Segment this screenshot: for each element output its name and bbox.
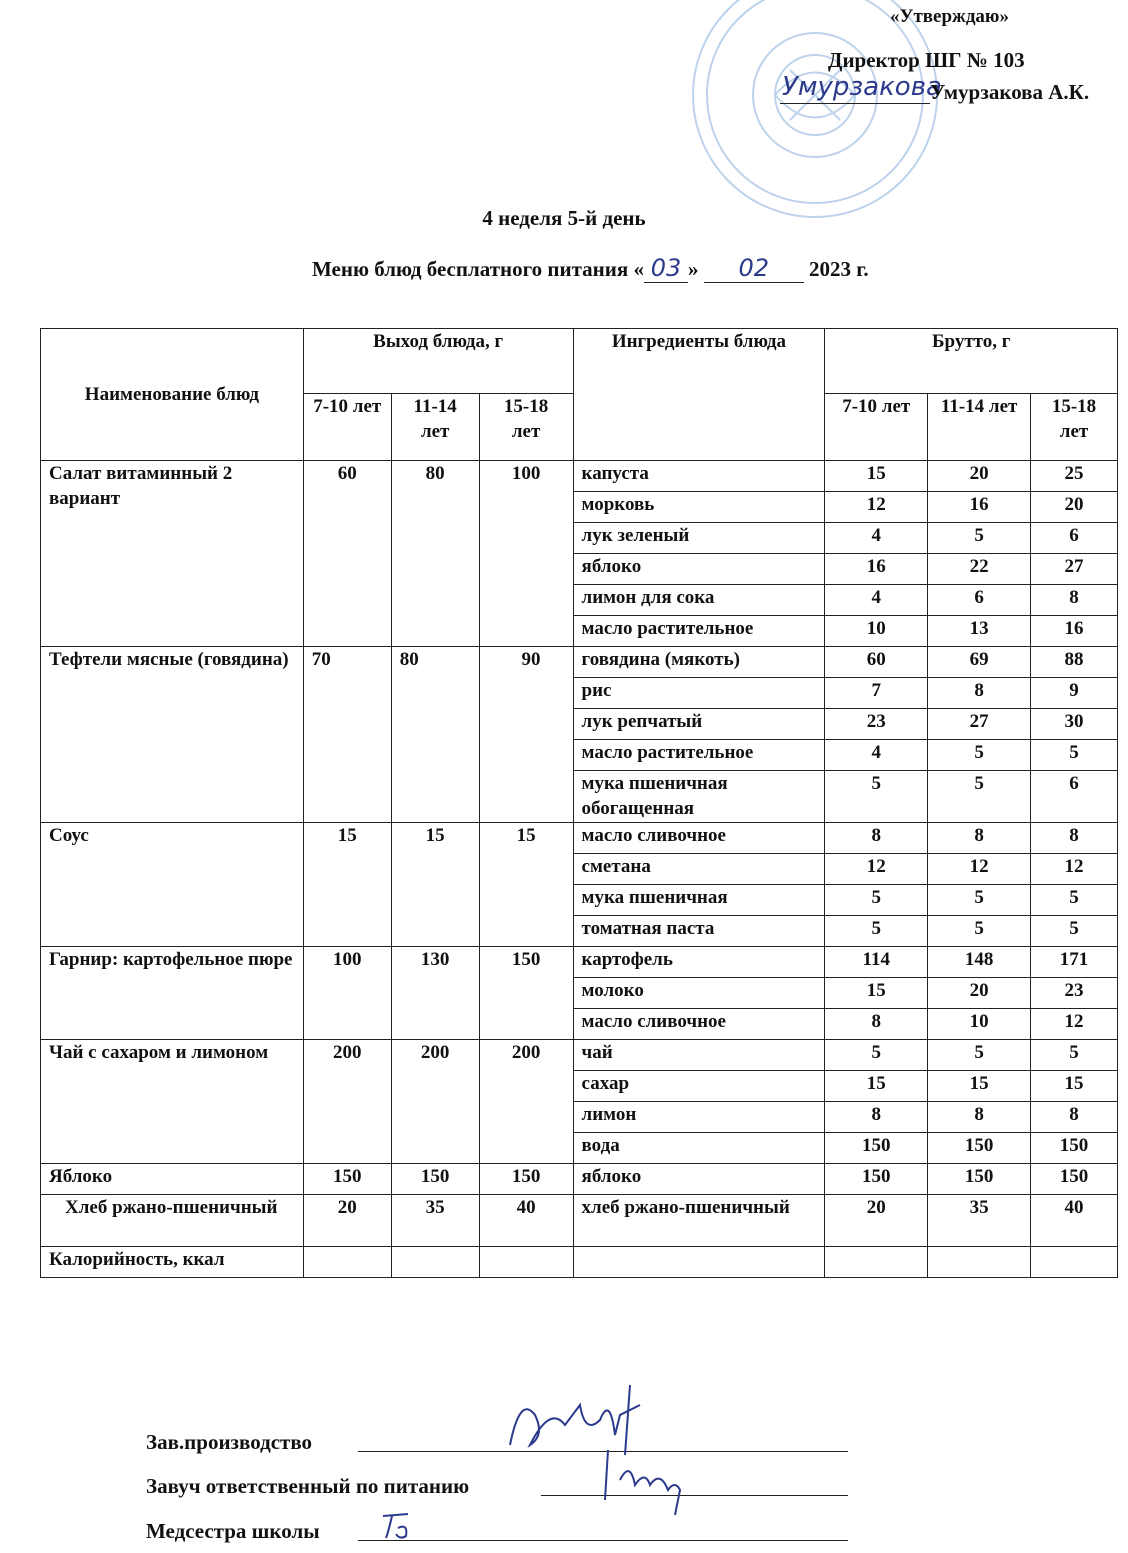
ingredient-name: масло сливочное bbox=[573, 1009, 825, 1040]
ingredient-gross-value: 69 bbox=[928, 647, 1031, 678]
ingredient-gross-value: 23 bbox=[825, 709, 928, 740]
ingredient-name: сметана bbox=[573, 854, 825, 885]
ingredient-gross-value: 150 bbox=[825, 1164, 928, 1195]
output-header: Выход блюда, г bbox=[303, 329, 573, 394]
ingredient-gross-value: 16 bbox=[825, 554, 928, 585]
table-row bbox=[41, 1040, 1118, 1071]
calories-row bbox=[41, 1247, 1118, 1278]
ingredient-gross-value: 5 bbox=[1031, 916, 1118, 947]
ingredient-gross-value: 40 bbox=[1031, 1195, 1118, 1247]
dish-output-value: 200 bbox=[391, 1040, 479, 1164]
ingredient-gross-value: 15 bbox=[825, 461, 928, 492]
dish-output-value: 80 bbox=[391, 461, 479, 647]
gross-age-7-10: 7-10 лет bbox=[825, 394, 928, 461]
dish-output-value: 100 bbox=[479, 461, 573, 647]
ingredient-gross-value: 13 bbox=[928, 616, 1031, 647]
ingredient-gross-value: 8 bbox=[1031, 823, 1118, 854]
ingredient-gross-value: 4 bbox=[825, 523, 928, 554]
school-stamp bbox=[680, 0, 950, 220]
dish-output-value: 150 bbox=[479, 947, 573, 1040]
week-day-heading: 4 неделя 5-й день bbox=[482, 206, 646, 230]
nurse-signature-line bbox=[358, 1540, 848, 1541]
ingredient-gross-value: 4 bbox=[825, 740, 928, 771]
ingredient-gross-value: 15 bbox=[825, 1071, 928, 1102]
dish-name-header: Наименование блюд bbox=[41, 329, 304, 461]
ingredient-name: мука пшеничная обогащенная bbox=[573, 771, 825, 823]
ingredient-gross-value: 5 bbox=[1031, 885, 1118, 916]
nurse-signature bbox=[378, 1508, 418, 1542]
dish-output-value: 150 bbox=[479, 1164, 573, 1195]
ingredient-gross-value: 15 bbox=[928, 1071, 1031, 1102]
ingredient-gross-value: 25 bbox=[1031, 461, 1118, 492]
ingredient-name: мука пшеничная bbox=[573, 885, 825, 916]
ingredient-gross-value: 6 bbox=[1031, 771, 1118, 823]
output-age-11-14: 11-14 лет bbox=[391, 394, 479, 461]
ingredient-gross-value: 8 bbox=[928, 1102, 1031, 1133]
ingredient-gross-value: 5 bbox=[928, 885, 1031, 916]
ingredient-gross-value: 148 bbox=[928, 947, 1031, 978]
table-row bbox=[41, 947, 1118, 978]
ingredient-name: лук репчатый bbox=[573, 709, 825, 740]
ingredient-gross-value: 15 bbox=[825, 978, 928, 1009]
gross-header: Брутто, г bbox=[825, 329, 1118, 394]
dish-output-value: 60 bbox=[303, 461, 391, 647]
ingredient-gross-value: 4 bbox=[825, 585, 928, 616]
ingredient-gross-value: 20 bbox=[928, 461, 1031, 492]
ingredient-name: молоко bbox=[573, 978, 825, 1009]
ingredient-gross-value: 12 bbox=[1031, 1009, 1118, 1040]
ingredient-gross-value: 114 bbox=[825, 947, 928, 978]
output-age-15-18: 15-18 лет bbox=[479, 394, 573, 461]
gross-age-15-18: 15-18 лет bbox=[1031, 394, 1118, 461]
ingredient-gross-value: 16 bbox=[928, 492, 1031, 523]
director-signature-line bbox=[780, 103, 930, 104]
ingredient-gross-value: 12 bbox=[1031, 854, 1118, 885]
dish-output-value: 150 bbox=[303, 1164, 391, 1195]
ingredient-name: капуста bbox=[573, 461, 825, 492]
dish-output-value: 35 bbox=[391, 1195, 479, 1247]
dish-output-value: 70 bbox=[303, 647, 391, 823]
ingredient-gross-value: 12 bbox=[825, 854, 928, 885]
date-month-field: 02 bbox=[704, 254, 804, 283]
ingredient-gross-value: 5 bbox=[1031, 1040, 1118, 1071]
ingredient-name: томатная паста bbox=[573, 916, 825, 947]
ingredient-name: картофель bbox=[573, 947, 825, 978]
ingredient-name: рис bbox=[573, 678, 825, 709]
table-row bbox=[41, 823, 1118, 854]
dish-output-value: 130 bbox=[391, 947, 479, 1040]
ingredient-gross-value: 150 bbox=[928, 1164, 1031, 1195]
ingredient-gross-value: 8 bbox=[1031, 585, 1118, 616]
menu-title-year: 2023 г. bbox=[808, 257, 869, 281]
nurse-label: Медсестра школы bbox=[146, 1519, 320, 1543]
dish-output-value: 15 bbox=[479, 823, 573, 947]
dish-output-value: 15 bbox=[303, 823, 391, 947]
director-name: Умурзакова А.К. bbox=[930, 80, 1090, 104]
menu-title bbox=[312, 254, 869, 283]
dish-output-value: 90 bbox=[479, 647, 573, 823]
ingredient-gross-value: 8 bbox=[825, 823, 928, 854]
ingredient-name: лук зеленый bbox=[573, 523, 825, 554]
production-label: Зав.производство bbox=[146, 1430, 313, 1454]
dish-name: Хлеб ржано-пшеничный bbox=[41, 1195, 304, 1247]
ingredient-name: масло растительное bbox=[573, 740, 825, 771]
table-row bbox=[41, 647, 1118, 678]
ingredient-gross-value: 9 bbox=[1031, 678, 1118, 709]
dish-output-value: 80 bbox=[391, 647, 479, 823]
table-row bbox=[41, 461, 1118, 492]
ingredient-gross-value: 12 bbox=[825, 492, 928, 523]
calories-empty-cell bbox=[391, 1247, 479, 1278]
ingredient-gross-value: 27 bbox=[928, 709, 1031, 740]
ingredient-gross-value: 5 bbox=[825, 771, 928, 823]
ingredient-gross-value: 7 bbox=[825, 678, 928, 709]
ingredient-gross-value: 12 bbox=[928, 854, 1031, 885]
dish-name: Яблоко bbox=[41, 1164, 304, 1195]
output-age-7-10: 7-10 лет bbox=[303, 394, 391, 461]
dish-name: Салат витаминный 2 вариант bbox=[41, 461, 304, 647]
dish-output-value: 15 bbox=[391, 823, 479, 947]
ingredient-gross-value: 150 bbox=[1031, 1164, 1118, 1195]
ingredient-gross-value: 30 bbox=[1031, 709, 1118, 740]
gross-age-11-14: 11-14 лет bbox=[928, 394, 1031, 461]
ingredient-gross-value: 10 bbox=[825, 616, 928, 647]
date-day-field: 03 bbox=[644, 254, 688, 283]
ingredient-name: чай bbox=[573, 1040, 825, 1071]
menu-table bbox=[40, 328, 1118, 1278]
ingredient-name: яблоко bbox=[573, 1164, 825, 1195]
calories-label: Калорийность, ккал bbox=[41, 1247, 304, 1278]
ingredient-gross-value: 10 bbox=[928, 1009, 1031, 1040]
ingredient-gross-value: 150 bbox=[928, 1133, 1031, 1164]
dish-output-value: 20 bbox=[303, 1195, 391, 1247]
ingredient-gross-value: 22 bbox=[928, 554, 1031, 585]
ingredient-gross-value: 5 bbox=[1031, 740, 1118, 771]
calories-empty-cell bbox=[1031, 1247, 1118, 1278]
ingredient-gross-value: 15 bbox=[1031, 1071, 1118, 1102]
ingredient-gross-value: 5 bbox=[825, 916, 928, 947]
ingredient-gross-value: 60 bbox=[825, 647, 928, 678]
ingredient-gross-value: 8 bbox=[825, 1102, 928, 1133]
dish-output-value: 200 bbox=[479, 1040, 573, 1164]
ingredient-name: масло сливочное bbox=[573, 823, 825, 854]
calories-empty-cell bbox=[303, 1247, 391, 1278]
ingredient-gross-value: 20 bbox=[928, 978, 1031, 1009]
table-row bbox=[41, 1164, 1118, 1195]
director-signature: Умурзакова bbox=[782, 72, 942, 102]
ingredient-gross-value: 8 bbox=[928, 678, 1031, 709]
dish-output-value: 200 bbox=[303, 1040, 391, 1164]
table-row bbox=[41, 1195, 1118, 1247]
menu-title-mid: » bbox=[687, 257, 699, 281]
ingredient-gross-value: 88 bbox=[1031, 647, 1118, 678]
dish-output-value: 40 bbox=[479, 1195, 573, 1247]
ingredient-gross-value: 150 bbox=[1031, 1133, 1118, 1164]
calories-empty-cell bbox=[928, 1247, 1031, 1278]
ingredient-gross-value: 5 bbox=[928, 740, 1031, 771]
ingredient-gross-value: 23 bbox=[1031, 978, 1118, 1009]
calories-empty-cell bbox=[573, 1247, 825, 1278]
director-title: Директор ШГ № 103 bbox=[828, 48, 1025, 72]
ingredient-gross-value: 6 bbox=[1031, 523, 1118, 554]
dish-name: Соус bbox=[41, 823, 304, 947]
head-teacher-label: Завуч ответственный по питанию bbox=[146, 1474, 470, 1498]
approval-caption: «Утверждаю» bbox=[890, 6, 1009, 27]
ingredient-name: говядина (мякоть) bbox=[573, 647, 825, 678]
menu-table-body bbox=[41, 461, 1118, 1278]
ingredient-gross-value: 20 bbox=[825, 1195, 928, 1247]
dish-output-value: 100 bbox=[303, 947, 391, 1040]
ingredient-gross-value: 150 bbox=[825, 1133, 928, 1164]
ingredient-gross-value: 8 bbox=[928, 823, 1031, 854]
head-teacher-signature bbox=[590, 1440, 700, 1520]
ingredient-gross-value: 5 bbox=[928, 1040, 1031, 1071]
ingredient-name: хлеб ржано-пшеничный bbox=[573, 1195, 825, 1247]
ingredient-gross-value: 171 bbox=[1031, 947, 1118, 978]
ingredient-name: масло растительное bbox=[573, 616, 825, 647]
dish-name: Гарнир: картофельное пюре bbox=[41, 947, 304, 1040]
ingredient-gross-value: 5 bbox=[928, 523, 1031, 554]
ingredient-gross-value: 16 bbox=[1031, 616, 1118, 647]
ingredient-name: вода bbox=[573, 1133, 825, 1164]
dish-name: Чай с сахаром и лимоном bbox=[41, 1040, 304, 1164]
ingredient-gross-value: 20 bbox=[1031, 492, 1118, 523]
menu-title-prefix: Меню блюд бесплатного питания « bbox=[312, 257, 644, 281]
ingredient-name: яблоко bbox=[573, 554, 825, 585]
ingredients-header: Ингредиенты блюда bbox=[573, 329, 825, 461]
ingredient-gross-value: 5 bbox=[928, 916, 1031, 947]
dish-name: Тефтели мясные (говядина) bbox=[41, 647, 304, 823]
ingredient-name: морковь bbox=[573, 492, 825, 523]
ingredient-gross-value: 35 bbox=[928, 1195, 1031, 1247]
dish-output-value: 150 bbox=[391, 1164, 479, 1195]
ingredient-name: сахар bbox=[573, 1071, 825, 1102]
ingredient-gross-value: 27 bbox=[1031, 554, 1118, 585]
ingredient-gross-value: 8 bbox=[1031, 1102, 1118, 1133]
ingredient-name: лимон для сока bbox=[573, 585, 825, 616]
ingredient-gross-value: 5 bbox=[825, 1040, 928, 1071]
calories-empty-cell bbox=[479, 1247, 573, 1278]
calories-empty-cell bbox=[825, 1247, 928, 1278]
ingredient-gross-value: 8 bbox=[825, 1009, 928, 1040]
ingredient-gross-value: 6 bbox=[928, 585, 1031, 616]
ingredient-name: лимон bbox=[573, 1102, 825, 1133]
ingredient-gross-value: 5 bbox=[928, 771, 1031, 823]
ingredient-gross-value: 5 bbox=[825, 885, 928, 916]
